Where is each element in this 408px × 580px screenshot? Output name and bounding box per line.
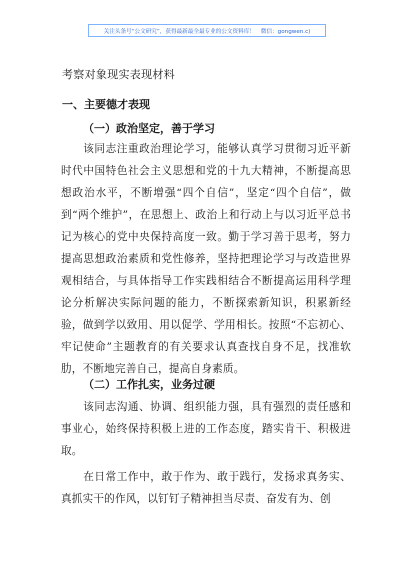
document-title: 考察对象现实表现材料 xyxy=(62,68,175,81)
subsection-heading-work: （二）工作扎实，业务过硬 xyxy=(83,378,215,391)
paragraph-work-2: 在日常工作中，敢于作为、敢于践行，发扬求真务实、真抓实干的作风，以钉钉子精神担当尽责、奋发有为、创 xyxy=(61,471,351,505)
banner-promo-text: 关注头条号“公文研究”，获得最新最全最专业的公文资料库！ xyxy=(103,28,255,35)
paragraph-work-1: 该同志沟通、协调、组织能力强，具有强烈的责任感和事业心，始终保持积极上进的工作态度，踏实肯干、积极进取。 xyxy=(61,401,351,457)
section-heading-main: 一、主要德才表现 xyxy=(62,98,150,111)
header-banner xyxy=(88,24,326,37)
paragraph-politics: 该同志注重政治理论学习，能够认真学习贯彻习近平新时代中国特色社会主义思想和党的十九大精神，不断提高思想政治水平，不断增强“四个自信”，坚定“四个自信”，做到“两个维护”，在思想上、政治上和行动上与以习近平总书记为核心的党中央保持高度一致。勤于学习善于思考，努力提高思想政治素质和党性修养，坚持把理论学习与改造世界观相结合，与具体指导工作实践相结合不断提高运用科学理论分析解决实际问题的能力，不断探索新知识，积累新经验，做到学以致用、用以促学、学用相长。按照“不忘初心、牢记使命”主题教育的有关要求认真查找自身不足，找准软肋，不断地完善自己，提高自身素质。 xyxy=(61,143,351,375)
subsection-heading-politics: （一）政治坚定，善于学习 xyxy=(83,122,215,135)
banner-contact-text: 微信：gongwen.c) xyxy=(260,28,311,35)
